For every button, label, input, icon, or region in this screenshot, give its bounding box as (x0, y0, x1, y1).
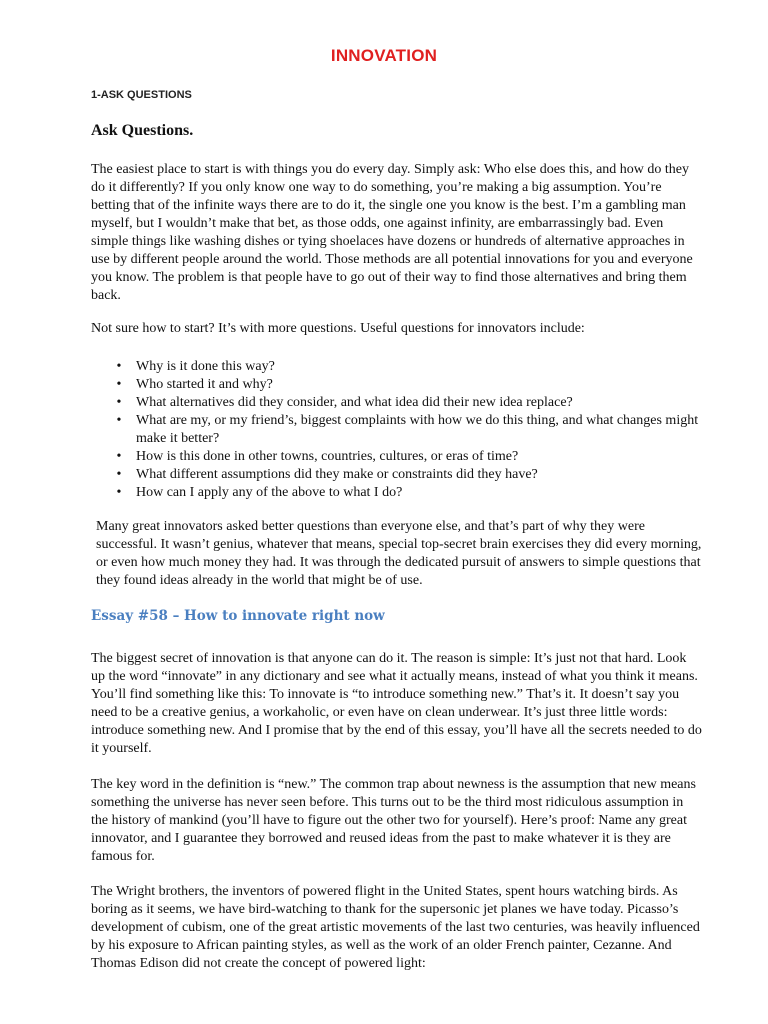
list-item (113, 394, 703, 412)
list-item-text: Who started it and why? (136, 377, 273, 392)
list-item-text: Why is it done this way? (136, 359, 275, 374)
bullet-icon: • (116, 413, 122, 428)
list-item (113, 376, 703, 394)
list-item (113, 484, 703, 502)
list-item-text: What alternatives did they consider, and what idea did their new idea replace? (136, 395, 573, 410)
paragraph-great-innovators: Many great innovators asked better questions than everyone else, and that’s part of why they were successful. It wasn’t genius, whatever that means, special top-secret brain exercises they did every morning, or even how much money they had. It was through the dedicated pursuit of answers to simple questions that they found ideas already in the world that might be of use. (96, 519, 702, 588)
list-item-text: What different assumptions did they make or constraints did they have? (136, 467, 538, 482)
bullet-icon: • (116, 377, 122, 392)
list-item-text: What are my, or my friend’s, biggest complaints with how we do this thing, and what changes might make it better? (136, 413, 699, 446)
paragraph-key-word: The key word in the definition is “new.” The common trap about newness is the assumption that new means something the universe has never seen before. This turns out to be the third most ridiculous assumption in the history of mankind (you’ll have to figure out the other two for yourself). Here’s proof: Name any great innovator, and I guarantee they borrowed and reused ideas from the past to make whatever it is they are famous for. (91, 777, 696, 864)
list-item (113, 466, 703, 484)
list-item (113, 448, 703, 466)
list-item-text: How is this done in other towns, countries, cultures, or eras of time? (136, 449, 519, 464)
question-list (113, 358, 703, 502)
list-item-text: How can I apply any of the above to what I do? (136, 485, 403, 500)
paragraph-intro: The easiest place to start is with things you do every day. Simply ask: Who else does this, and how do they do it differently? If you only know one way to do something, you’re making a big assumption. You’re betting that of the infinite ways there are to do it, the single one you know is the best. I’m a gambling man myself, but I wouldn’t make that bet, as those odds, one against infinity, are embarrassingly bad. Even simple things like washing dishes or tying shoelaces have dozens or hundreds of alternative approaches in use by different people around the world. Those methods are all potential innovations for you and everyone you know. The problem is that people have to go out of their way to find those alternatives and bring them back. (91, 162, 693, 303)
bullet-icon: • (116, 485, 122, 500)
subheading: Ask Questions. (91, 122, 194, 139)
paragraph-biggest-secret: The biggest secret of innovation is that anyone can do it. The reason is simple: It’s just not that hard. Look up the word “innovate” in any dictionary and see what it actually means, instead of what you think it means. You’ll find something like this: To innovate is “to introduce something new.” That’s it. It doesn’t say you need to be a creative genius, a workaholic, or even have on clean underwear. It’s just three little words: introduce something new. And I promise that by the end of this essay, you’ll have all the secrets needed to do it yourself. (91, 651, 702, 756)
paragraph-questions-lead: Not sure how to start? It’s with more questions. Useful questions for innovators include: (91, 321, 585, 336)
essay-heading: Essay #58 – How to innovate right now (91, 608, 385, 624)
document-title: INNOVATION (330, 46, 438, 65)
paragraph-wright-brothers: The Wright brothers, the inventors of powered flight in the United States, spent hours watching birds. As boring as it seems, we have bird-watching to thank for the supersonic jet planes we have today. Picasso’s development of cubism, one of the great artistic movements of the last two centuries, was heavily influenced by his exposure to African painting styles, as well as the work of an older French painter, Cezanne. And Thomas Edison did not create the concept of powered light: (91, 884, 700, 971)
list-item (113, 358, 703, 376)
bullet-icon: • (116, 395, 122, 410)
bullet-icon: • (116, 449, 122, 464)
list-item (113, 412, 703, 448)
bullet-icon: • (116, 359, 122, 374)
bullet-icon: • (116, 467, 122, 482)
section-label: 1-ASK QUESTIONS (91, 89, 192, 101)
